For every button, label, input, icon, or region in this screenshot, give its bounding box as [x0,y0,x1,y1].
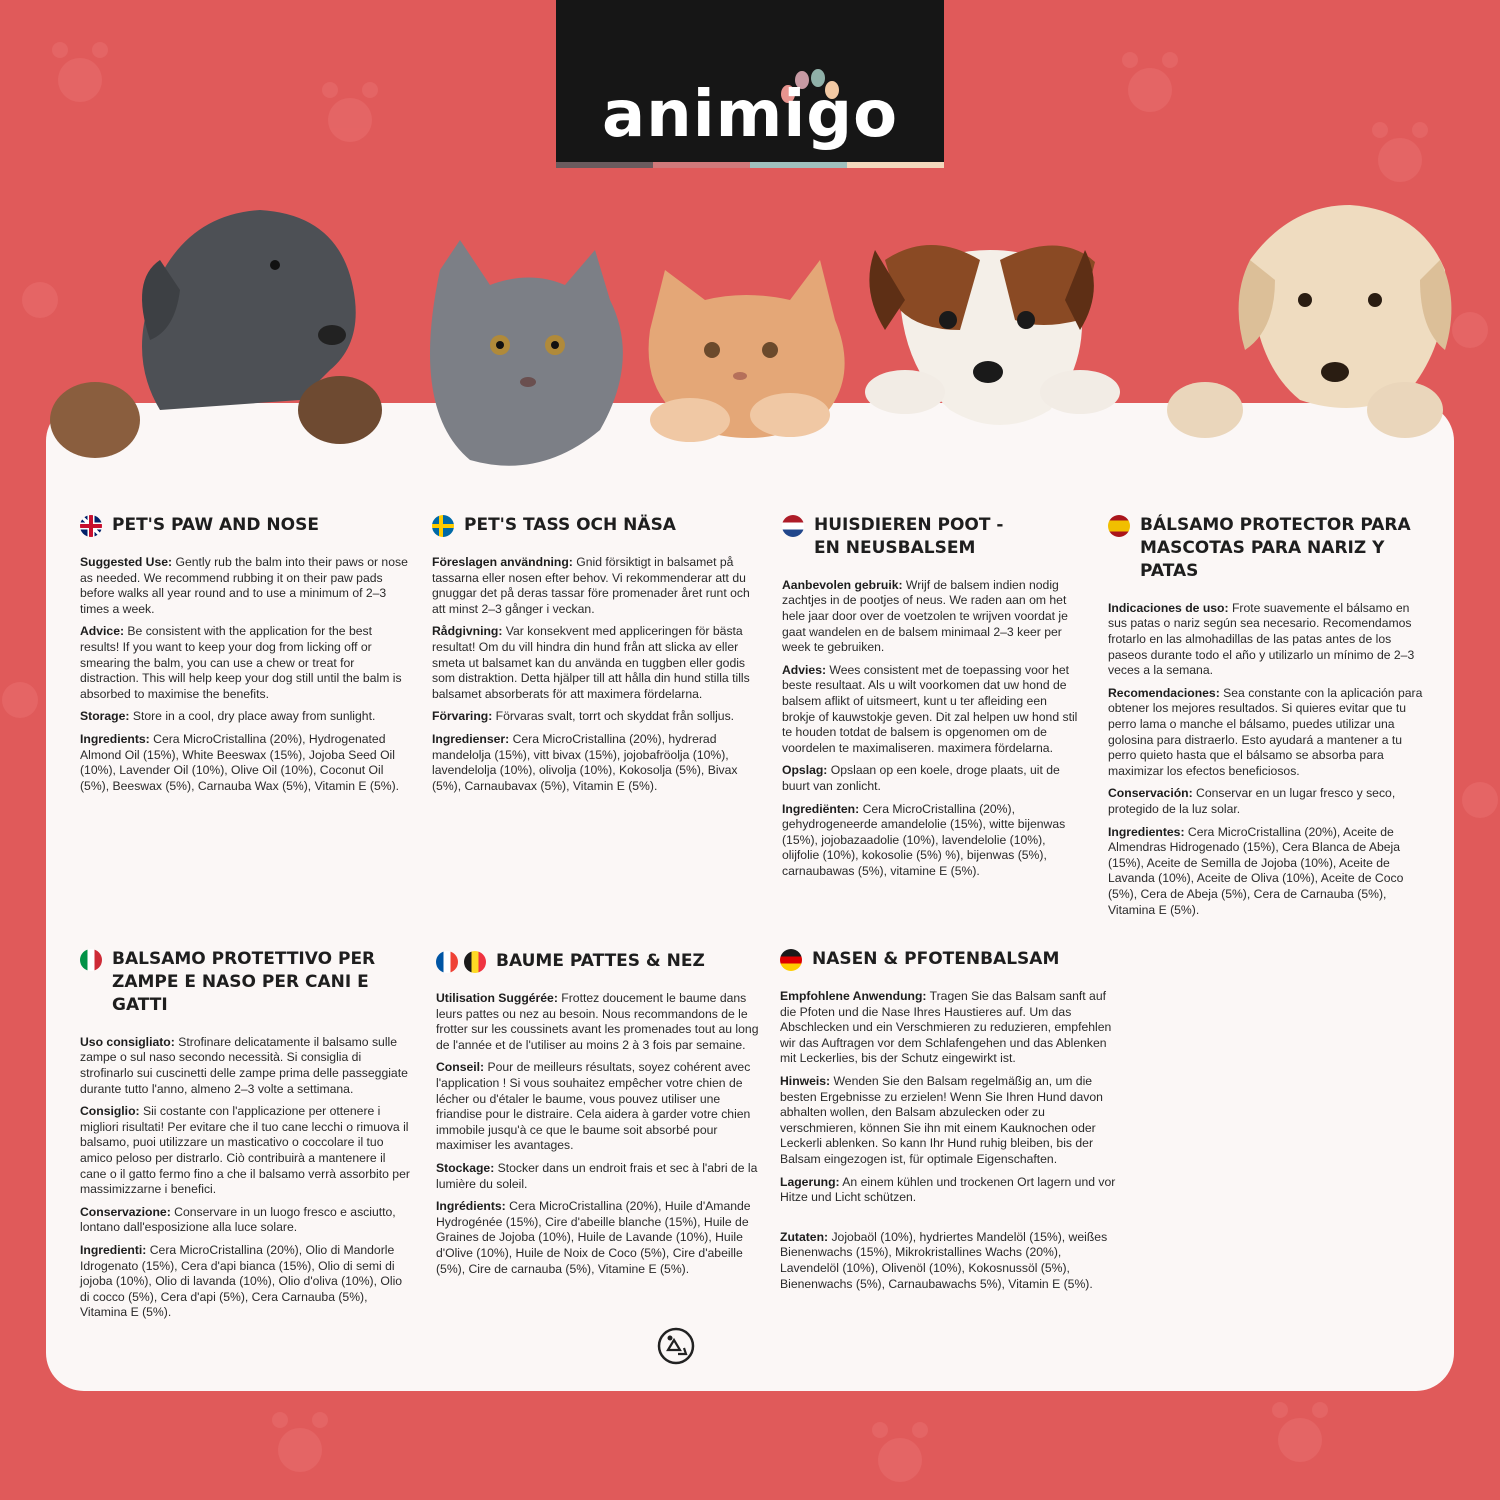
flag-france-icon [436,951,458,973]
paragraph: Empfohlene Anwendung: Tragen Sie das Balsam sanft auf die Pfoten und die Nase Ihres Haustieres auf. Um das Abschlecken und ein Verschmieren zu reduzieren, empfehlen wir das Auftragen vor dem Schlafengehen und das Ablenken mit Leckerlies, bis der Schutz eingewirkt ist. [780,989,1112,1066]
paragraph: Conseil: Pour de meilleurs résultats, soyez cohérent avec l'application ! Si vous souhaitez empêcher votre chien de lécher ou d'étaler le baume, vous pouvez utiliser une friandise pour le distraire. Cela aidera à garder votre chien immobile jusqu'à ce que le baume soit absorbé pour maximiser les avantages. [436,1060,751,1153]
flag-uk-icon [80,515,102,537]
section-title: PET'S TASS OCH NÄSA [464,515,676,535]
paragraph: Storage: Store in a cool, dry place away from sunlight. [80,709,376,724]
paragraph: Ingredients: Cera MicroCristallina (20%), Hydrogenated Almond Oil (15%), White Beeswax (15%), Jojoba Seed Oil (10%), Lavender Oil (10%), Olive Oil (10%), Coconut Oil (5%), Beeswax (5%), Carnauba Wax (5%), Vitamin E (5%). [80,731,400,793]
paragraph: Utilisation Suggérée: Frottez doucement le baume dans leurs pattes ou nez au besoin. Nous recommandons de le frotter sur les coussinets avant les promenades tout au long de l'année et de l'utiliser au moins 2 à 3 fois par semaine. [436,991,759,1052]
paragraph: Ingredienser: Cera MicroCristallina (20%), hydrerad mandelolja (15%), vitt bivax (15%), jojobafröolja (10%), lavendelolja (10%), olivolja (10%), Kokosolja (5%), Bivax (5%), Carnaubavax (5%), Vitamin E (5%). [432,731,738,793]
paragraph: Indicaciones de uso: Frote suavemente el bálsamo en sus patas o nariz según sea necesario. Recomendamos frotarlo en las almohadillas de las patas antes de los paseos durante todo el año y utilizarlo un mínimo de 2–3 veces a la semana. [1108,600,1415,678]
paragraph: Consiglio: Sii costante con l'applicazione per ottenere i migliori risultati! Per evitare che il tuo cane lecchi o rimuova il balsamo, puoi utilizzare un masticativo o coccolare il tuo amico peloso per distrarlo. Ciò contribuirà a mantenere il cane o il gatto fermo fino a che il balsamo verrà assorbito per massimizzarne i benefici. [80,1104,410,1197]
section-title: BAUME PATTES & NEZ [496,951,705,972]
paragraph: Ingrédients: Cera MicroCristallina (20%), Huile d'Amande Hydrogénée (15%), Cire d'abeille blanche (15%), Huile de Graines de Jojoba (10%), Huile de Lavande (10%), Huile d'Olive (10%), Huile de Noix de Coco (5%), Cire d'abeille (5%), Cire de carnauba (5%), Vitamine E (5%). [436,1199,751,1276]
section-title: NASEN & PFOTENBALSAM [812,949,1060,970]
section-swedish [432,514,762,801]
paragraph: Ingrediënten: Cera MicroCristallina (20%), gehydrogeneerde amandelolie (15%), witte bijenwas (15%), jojobazaadolie (10%), lavendelolie (10%), olijfolie (10%), kokosolie (5%) %), bijenwas (5%), carnaubawas (5%), vitamine E (5%). [782,801,1066,878]
paragraph: Ingredienti: Cera MicroCristallina (20%), Olio di Mandorle Idrogenato (15%), Cera d'api bianca (15%), Olio di semi di jojoba (10%), Olio di lavanda (10%), Olio d'oliva (10%), Olio di cocco (5%), Cera d'api (5%), Cera Carnauba (5%), Vitamina E (5%). [80,1242,403,1320]
section-italian [80,948,410,1328]
section-flags [80,514,102,537]
paragraph: Aanbevolen gebruik: Wrijf de balsem indien nodig zachtjes in de pootjes of neus. We raden aan om het hele jaar door over de voetzolen te wrijven voordat je gaat wandelen en de balsem minimaal 2–3 keer per week te gebruiken. [782,577,1068,655]
flag-germany-icon [780,949,802,971]
logo-stripe-2 [653,162,750,168]
paragraph: Förvaring: Förvaras svalt, torrt och skyddat från solljus. [432,709,735,724]
flag-italy-icon [80,949,102,971]
paragraph: Stockage: Stocker dans un endroit frais et sec à l'abri de la lumière du soleil. [436,1160,758,1191]
section-title: HUISDIEREN POOT - EN NEUSBALSEM [814,515,1004,558]
paragraph: Föreslagen användning: Gnid försiktigt in balsamet på tassarna eller nosen efter behov. Vi rekommenderar att du gnuggar det på deras tassar före promenader året runt och att minst 2–3 gånger i veckan. [432,555,750,616]
section-title: BÁLSAMO PROTECTOR PARA MASCOTAS PARA NARIZ Y PATAS [1140,515,1411,581]
paragraph: Rådgivning: Var konsekvent med appliceringen för bästa resultat! Om du vill hindra din hund från att slicka av eller smeta ut balsamet kan du använda en tuggben eller godis som distraktion. Detta hjälper till att hålla din hund stilla tills balsamet absorberats för att maximera fördelarna. [432,624,750,701]
paragraph: Uso consigliato: Strofinare delicatamente il balsamo sulle zampe o sul naso secondo necessità. Si consiglia di strofinarlo sui cuscinetti delle zampe prima delle passeggiate durante tutto l'anno, almeno 2–3 volte a settimana. [80,1034,408,1096]
paragraph: Conservación: Conservar en un lugar fresco y seco, protegido de la luz solar. [1108,786,1396,816]
flag-netherlands-icon [782,515,804,537]
paragraph: Conservazione: Conservare in un luogo fresco e asciutto, lontano dall'esposizione alla luce solare. [80,1204,396,1235]
paragraph: Lagerung: An einem kühlen und trockenen Ort lagern und vor Hitze und Licht schützen. [780,1174,1116,1205]
paragraph: Ingredientes: Cera MicroCristallina (20%), Aceite de Almendras Hidrogenado (15%), Cera Blanca de Abeja (15%), Aceite de Semilla de Jojoba (10%), Aceite de Lavanda (10%), Aceite de Oliva (10%), Aceite de Coco (5%), Cera de Abeja (5%), Cera de Carnauba (5%), Vitamina E (5%). [1108,824,1404,917]
recycling-icon [656,1326,696,1366]
flag-belgium-icon [464,951,486,973]
flag-sweden-icon [432,515,454,537]
section-german [780,948,1116,1299]
paragraph: Opslag: Opslaan op een koele, droge plaats, uit de buurt van zonlicht. [782,763,1060,793]
paragraph: Recomendaciones: Sea constante con la aplicación para obtener los mejores resultados. Si quieres evitar que tu perro lama o manche el bálsamo, puedes utilizar una golosina para distraerlo. Esto ayudará a mantener a tu perro quieto hasta que el bálsamo se absorba para maximizar los efectos beneficiosos. [1108,685,1423,778]
brand-logo: animigo [601,78,899,152]
flag-spain-icon [1108,515,1130,537]
paragraph: Advies: Wees consistent met de toepassing voor het beste resultaat. Als u wilt voorkomen dat uw hond de balsem aflikt of uitsmeert, kunt u ter afleiding een brokje of kauwstokje geven. Dit zal helpen uw hond stil te houden totdat de balsem is opgenomen om de voordelen te maximaliseren. maximera fördelarna. [782,662,1078,755]
logo-banner [556,0,944,168]
section-english [80,514,408,801]
logo-stripe-4 [847,162,944,168]
paragraph: Advice: Be consistent with the application for the best results! If you want to keep your dog from licking off or smearing the balm, you can use a chew or treat for distraction. This will help keep your dog still until the balm is absorbed to maximise the benefits. [80,624,402,701]
logo-stripe-1 [556,162,653,168]
logo-stripe-3 [750,162,847,168]
section-title: BALSAMO PROTETTIVO PER ZAMPE E NASO PER CANI E GATTI [112,949,376,1015]
paragraph: Hinweis: Wenden Sie den Balsam regelmäßig an, um die besten Ergebnisse zu erzielen! Wenn Sie Ihren Hund davon abhalten wollen, den Balsam abzulecken oder zu verschmieren, können Sie ihn mit einem Kauknochen oder Leckerli ablenken. So kann Ihr Hund ruhig bleiben, bis der Balsam eingezogen ist, für optimale Eigenschaften. [780,1073,1103,1166]
section-dutch [782,514,1078,887]
section-title: PET'S PAW AND NOSE [112,515,319,535]
section-french [436,950,766,1284]
paragraph: Suggested Use: Gently rub the balm into their paws or nose as needed. We recommend rubbing it on their paw pads before walks all year round and to use a minimum of 2–3 times a week. [80,555,408,616]
paragraph: Zutaten: Jojobaöl (10%), hydriertes Mandelöl (15%), weißes Bienenwachs (15%), Mikrokristallines Wachs (20%), Lavendelöl (10%), Olivenöl (10%), Kokosnussöl (5%), Bienenwachs (5%), Carnaubawachs 5%), Vitamin E (5%). [780,1229,1108,1291]
section-spanish [1108,514,1426,925]
